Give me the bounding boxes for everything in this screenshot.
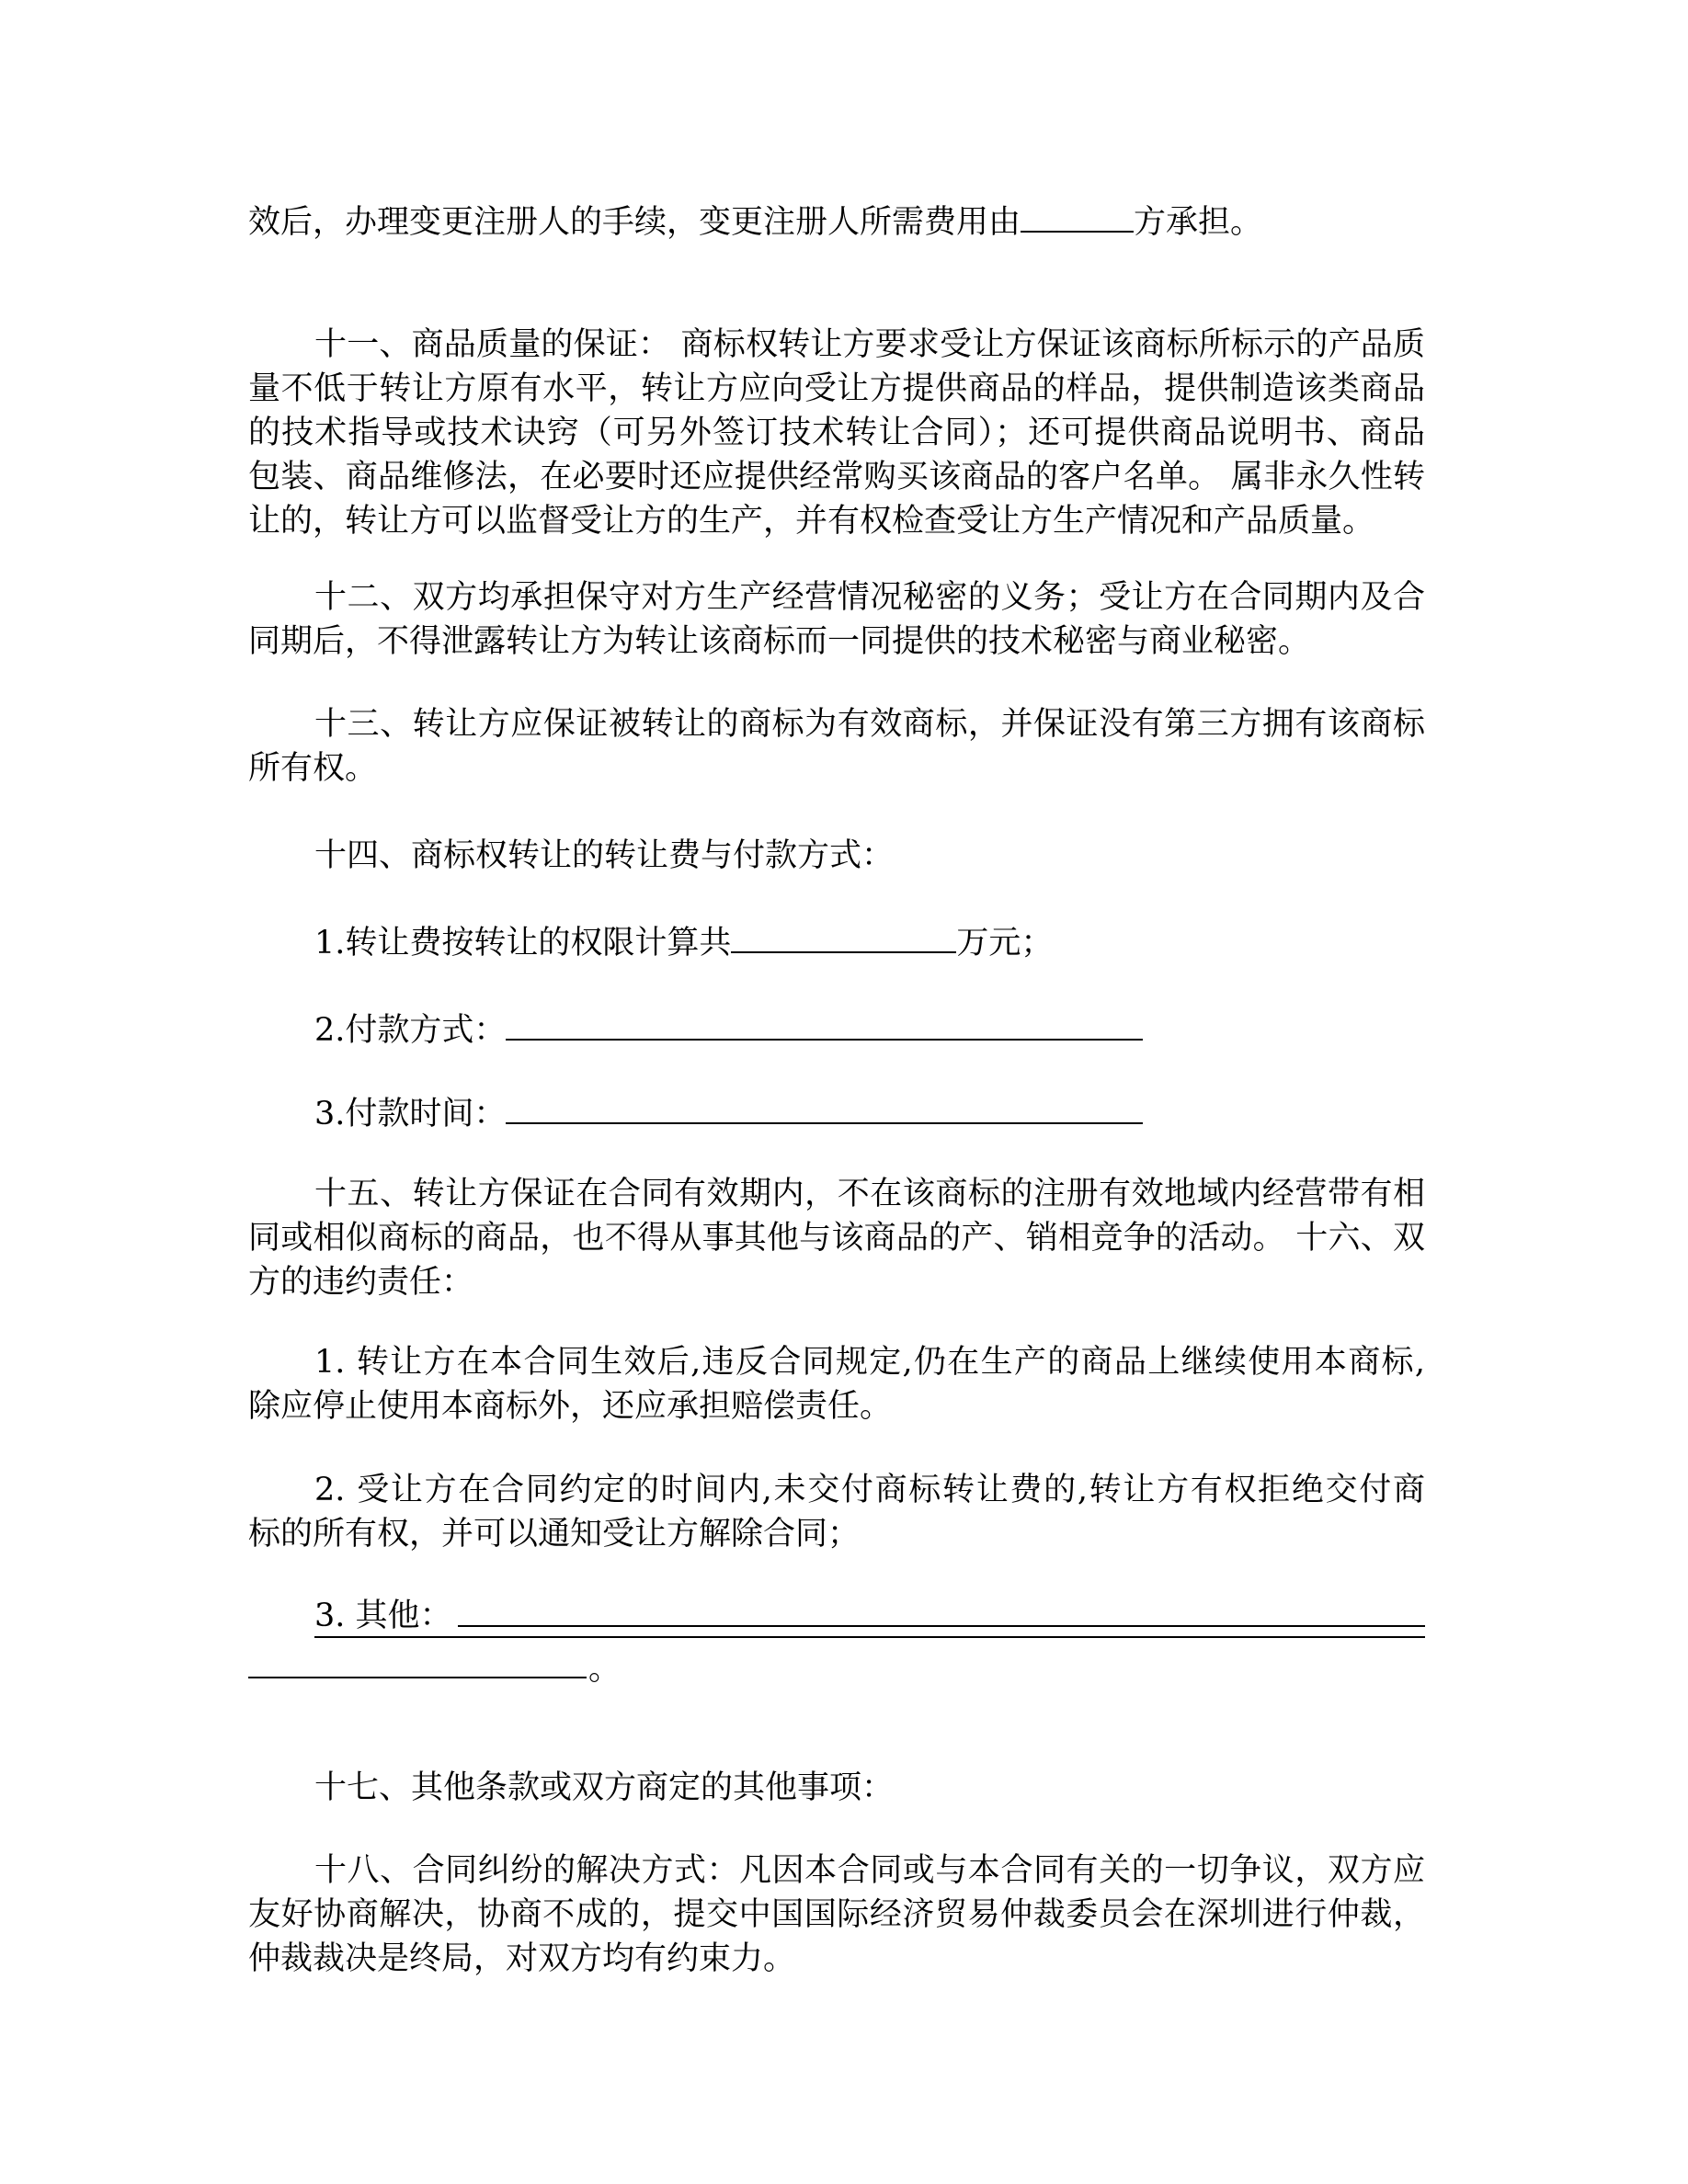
text-line: 方的违约责任： bbox=[248, 1264, 474, 1301]
text: 万元； bbox=[956, 925, 1054, 961]
fill-blank-other-line-1[interactable] bbox=[458, 1625, 1425, 1627]
fill-blank-fee[interactable] bbox=[731, 916, 956, 953]
clause-10-tail bbox=[248, 196, 1262, 240]
text: 3.付款时间： bbox=[314, 1096, 507, 1132]
text-line: 十二、双方均承担保守对方生产经营情况秘密的义务；受让方在合同期内及合 bbox=[314, 579, 1425, 616]
text-line: 同期后，不得泄露转让方为转让该商标而一同提供的技术秘密与商业秘密。 bbox=[248, 623, 1311, 660]
text-line: 除应停止使用本商标外，还应承担赔偿责任。 bbox=[248, 1388, 893, 1425]
text-line: 包装、商品维修法，在必要时还应提供经常购买该商品的客户名单。 属非永久性转 bbox=[248, 459, 1425, 495]
fill-blank-party[interactable] bbox=[1021, 196, 1134, 233]
text: 效后，办理变更注册人的手续，变更注册人所需费用由 bbox=[248, 204, 1021, 241]
text: 方承担。 bbox=[1134, 204, 1263, 241]
period: 。 bbox=[588, 1651, 622, 1688]
clause-14-heading: 十四、商标权转让的转让费与付款方式： bbox=[314, 837, 895, 874]
text-line: 十三、转让方应保证被转让的商标为有效商标，并保证没有第三方拥有该商标 bbox=[314, 706, 1425, 743]
fill-blank-other-line-2[interactable] bbox=[314, 1636, 1425, 1638]
text-line: 让的，转让方可以监督受让方的生产，并有权检查受让方生产情况和产品质量。 bbox=[248, 503, 1375, 540]
text: 2.付款方式： bbox=[314, 1012, 507, 1049]
text-line: 量不低于转让方原有水平，转让方应向受让方提供商品的样品，提供制造该类商品 bbox=[248, 370, 1425, 407]
text-line: 十一、商品质量的保证： 商标权转让方要求受让方保证该商标所标示的产品质 bbox=[314, 326, 1425, 363]
text-line: 仲裁裁决是终局，对双方均有约束力。 bbox=[248, 1940, 796, 1977]
clause-14-item-3 bbox=[314, 1087, 1143, 1132]
text-line: 同或相似商标的商品，也不得从事其他与该商品的产、销相竞争的活动。 十六、双 bbox=[248, 1220, 1425, 1257]
text-line: 标的所有权，并可以通知受让方解除合同； bbox=[248, 1516, 861, 1553]
clause-14-item-2 bbox=[314, 1004, 1143, 1048]
text-line: 所有权。 bbox=[248, 750, 378, 787]
text-line: 友好协商解决，协商不成的，提交中国国际经济贸易仲裁委员会在深圳进行仲裁， bbox=[248, 1896, 1425, 1933]
fill-blank-payment-time[interactable] bbox=[506, 1087, 1143, 1124]
text-line: 十八、合同纠纷的解决方式：凡因本合同或与本合同有关的一切争议，双方应 bbox=[314, 1852, 1425, 1889]
text: 1.转让费按转让的权限计算共 bbox=[314, 925, 732, 961]
text-line: 2. 受让方在合同约定的时间内,未交付商标转让费的,转让方有权拒绝交付商 bbox=[314, 1472, 1425, 1508]
fill-blank-payment-method[interactable] bbox=[506, 1004, 1143, 1041]
text-line: 的技术指导或技术诀窍（可另外签订技术转让合同）；还可提供商品说明书、商品 bbox=[248, 415, 1425, 451]
text-line: 1. 转让方在本合同生效后,违反合同规定,仍在生产的商品上继续使用本商标, bbox=[314, 1344, 1425, 1381]
fill-blank-other-line-3[interactable] bbox=[248, 1677, 587, 1678]
clause-16-item-3-label: 3. 其他： bbox=[314, 1598, 452, 1634]
clause-14-item-1 bbox=[314, 916, 1053, 961]
text-line: 十五、转让方保证在合同有效期内，不在该商标的注册有效地域内经营带有相 bbox=[314, 1176, 1425, 1212]
clause-17: 十七、其他条款或双方商定的其他事项： bbox=[314, 1769, 895, 1806]
